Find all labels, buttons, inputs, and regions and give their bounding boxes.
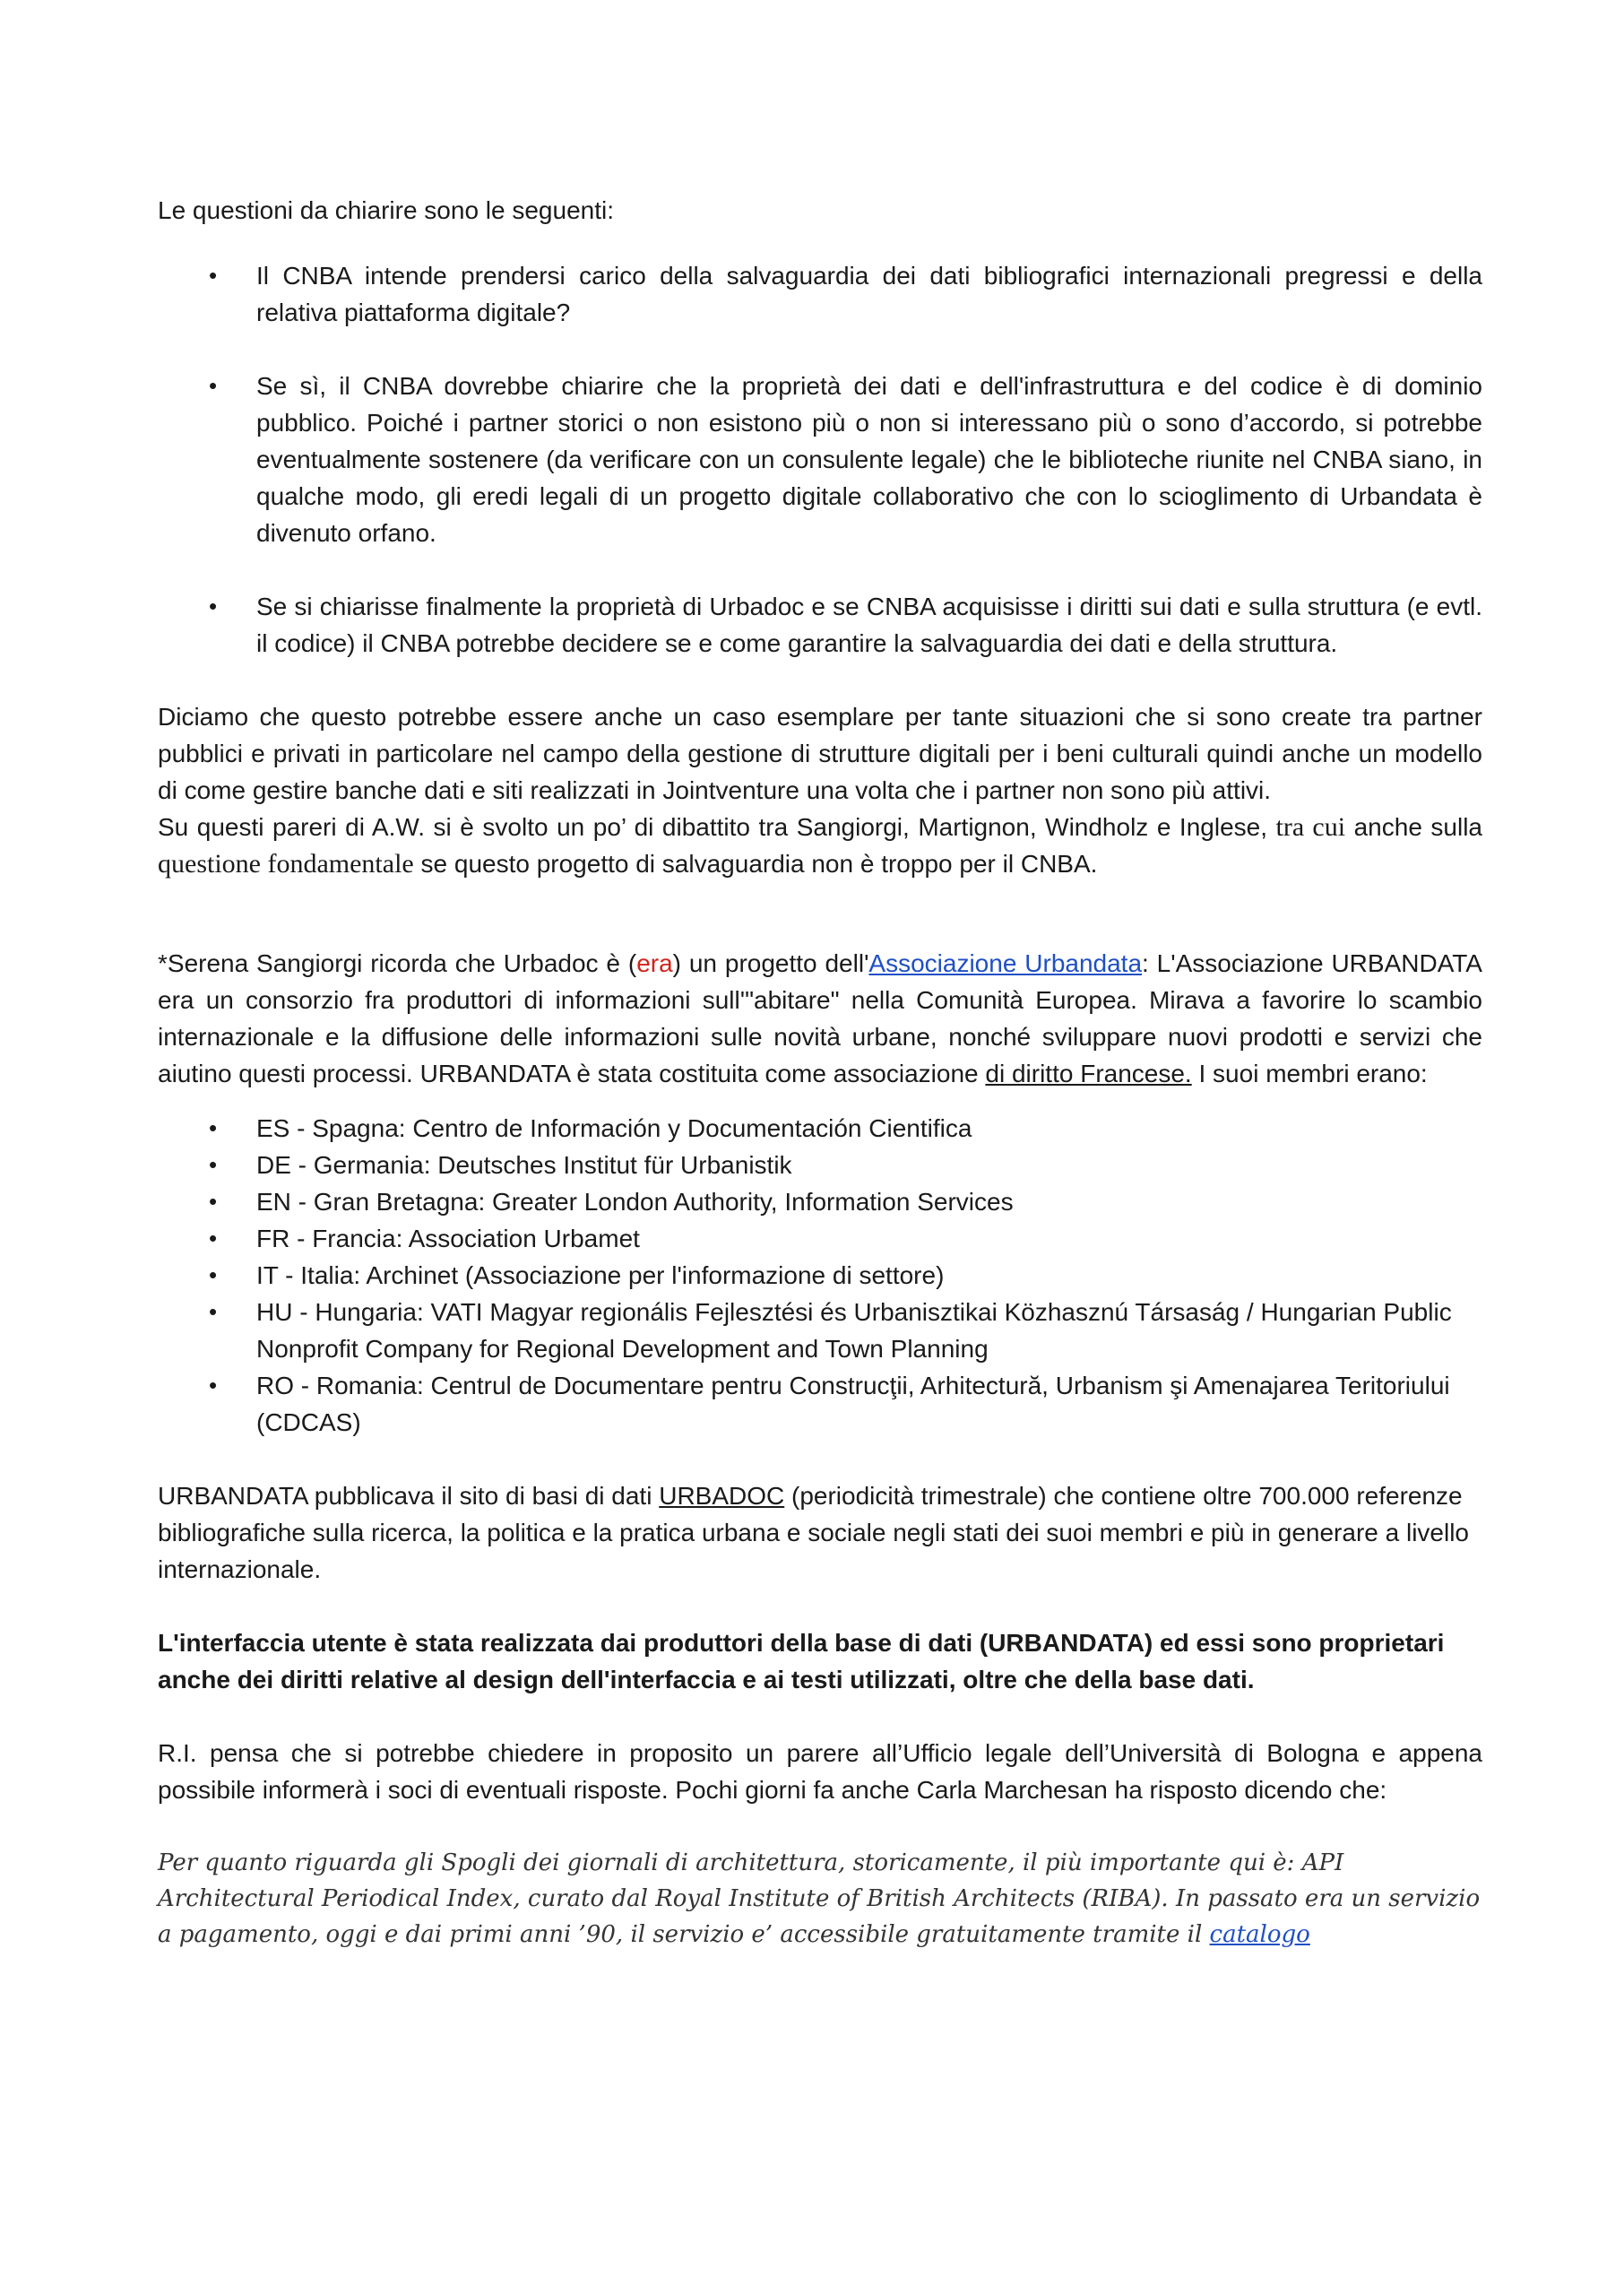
text-span: : L'Associazione URBANDATA era un consorzio fra produttori di informazioni sull'"abitare" nella Comunità Europea. Mirava a favorire lo scambio internazionale e la diffusione delle informazioni sulle novità urbane, nonché sviluppare nuovi prodotti e servizi che aiutino questi processi. URBANDATA è stata costituita come associazione	[158, 949, 1482, 1087]
list-item: • EN - Gran Bretagna: Greater London Authority, Information Services	[158, 1183, 1482, 1220]
text-span: I suoi membri erano:	[1191, 1060, 1428, 1087]
text-span: anche sulla	[1345, 813, 1483, 841]
text-span: *Serena Sangiorgi ricorda che Urbadoc è (	[158, 949, 637, 977]
paragraph-bold: L'interfaccia utente è stata realizzata dai produttori della base di dati (URBANDATA) ed essi sono proprietari anche dei diritti relative al design dell'interfaccia e ai testi utilizzati, oltre che della base dati.	[158, 1629, 1445, 1693]
catalogo-link[interactable]: catalogo	[1209, 1921, 1310, 1948]
underlined-text: di diritto Francese.	[985, 1060, 1192, 1087]
text-span: questione fondamentale	[158, 849, 414, 879]
text-span: URBANDATA pubblicava il sito di basi di dati	[158, 1482, 660, 1510]
list-item: • Il CNBA intende prendersi carico della salvaguardia dei dati bibliografici internazionali pregressi e della relativa piattaforma digitale?	[158, 257, 1482, 331]
text-span: tra cui	[1275, 812, 1346, 842]
list-item: • ES - Spagna: Centro de Información y Documentación Cientifica	[158, 1110, 1482, 1147]
list-item: • Se si chiarisse finalmente la proprietà di Urbadoc e se CNBA acquisisse i diritti sui dati e sulla struttura (e evtl. il codice) il CNBA potrebbe decidere se e come garantire la salvaguardia dei dati e della struttura.	[158, 588, 1482, 662]
list-item: • DE - Germania: Deutsches Institut für Urbanistik	[158, 1147, 1482, 1183]
era-highlight: era	[636, 949, 673, 977]
list-item: • RO - Romania: Centrul de Documentare pentru Construcţii, Arhitectură, Urbanism şi Amenajarea Teritoriului (CDCAS)	[158, 1367, 1482, 1441]
list-item: • FR - Francia: Association Urbamet	[158, 1220, 1482, 1257]
intro-text: Le questioni da chiarire sono le seguenti:	[158, 196, 615, 224]
urbadoc-underlined: URBADOC	[659, 1482, 785, 1510]
members-list	[158, 1110, 1482, 1441]
quote-paragraph	[158, 1845, 1482, 1953]
paragraph-pareri	[158, 809, 1482, 882]
list-item: • Se sì, il CNBA dovrebbe chiarire che la proprietà dei dati e dell'infrastruttura e del codice è di dominio pubblico. Poiché i partner storici o non esistono più o non si interessano più o sono d’accordo, si potrebbe eventualmente sostenere (da verificare con un consulente legale) che le biblioteche riunite nel CNBA siano, in qualche modo, gli eredi legali di un progetto digitale collaborativo che con lo scioglimento di Urbandata è divenuto orfano.	[158, 368, 1482, 551]
text-span: Per quanto riguarda gli Spogli dei giornali di architettura, storicamente, il più importante qui è: API Architectural Periodical Index, curato dal Royal Institute of British Architects (RIBA). In passato era un servizio a pagamento, oggi e dai primi anni ’90, il servizio e’ accessibile gratuitamente tramite il	[158, 1849, 1481, 1948]
text-span: se questo progetto di salvaguardia non è troppo per il CNBA.	[413, 850, 1098, 878]
paragraph-serena	[158, 945, 1482, 1092]
text-span: ) un progetto dell'	[672, 949, 869, 977]
text-span: Su questi pareri di A.W. si è svolto un po’ di dibattito tra Sangiorgi, Martignon, Windholz e Inglese,	[158, 813, 1276, 841]
associazione-urbandata-link[interactable]: Associazione Urbandata	[868, 949, 1143, 977]
questions-list	[158, 257, 1482, 662]
list-item: • HU - Hungaria: VATI Magyar regionális Fejlesztési és Urbanisztikai Közhasznú Társaság / Hungarian Public Nonprofit Company for Regional Development and Town Planning	[158, 1294, 1482, 1367]
paragraph-urbandata	[158, 1477, 1482, 1588]
list-item: • IT - Italia: Archinet (Associazione per l'informazione di settore)	[158, 1257, 1482, 1294]
document-page	[158, 192, 1482, 1953]
paragraph-diciamo: Diciamo che questo potrebbe essere anche un caso esemplare per tante situazioni che si sono create tra partner pubblici e privati in particolare nel campo della gestione di strutture digitali per i beni culturali quindi anche un modello di come gestire banche dati e siti realizzati in Jointventure una volta che i partner non sono più attivi.	[158, 703, 1482, 804]
paragraph-ri: R.I. pensa che si potrebbe chiedere in proposito un parere all’Ufficio legale dell’Università di Bologna e appena possibile informerà i soci di eventuali risposte. Pochi giorni fa anche Carla Marchesan ha risposto dicendo che:	[158, 1739, 1482, 1804]
text-span: (periodicità trimestrale) che contiene oltre 700.000 referenze bibliografiche sulla ricerca, la politica e la pratica urbana e sociale negli stati dei suoi membri e più in generare a livello internazionale.	[158, 1482, 1469, 1583]
